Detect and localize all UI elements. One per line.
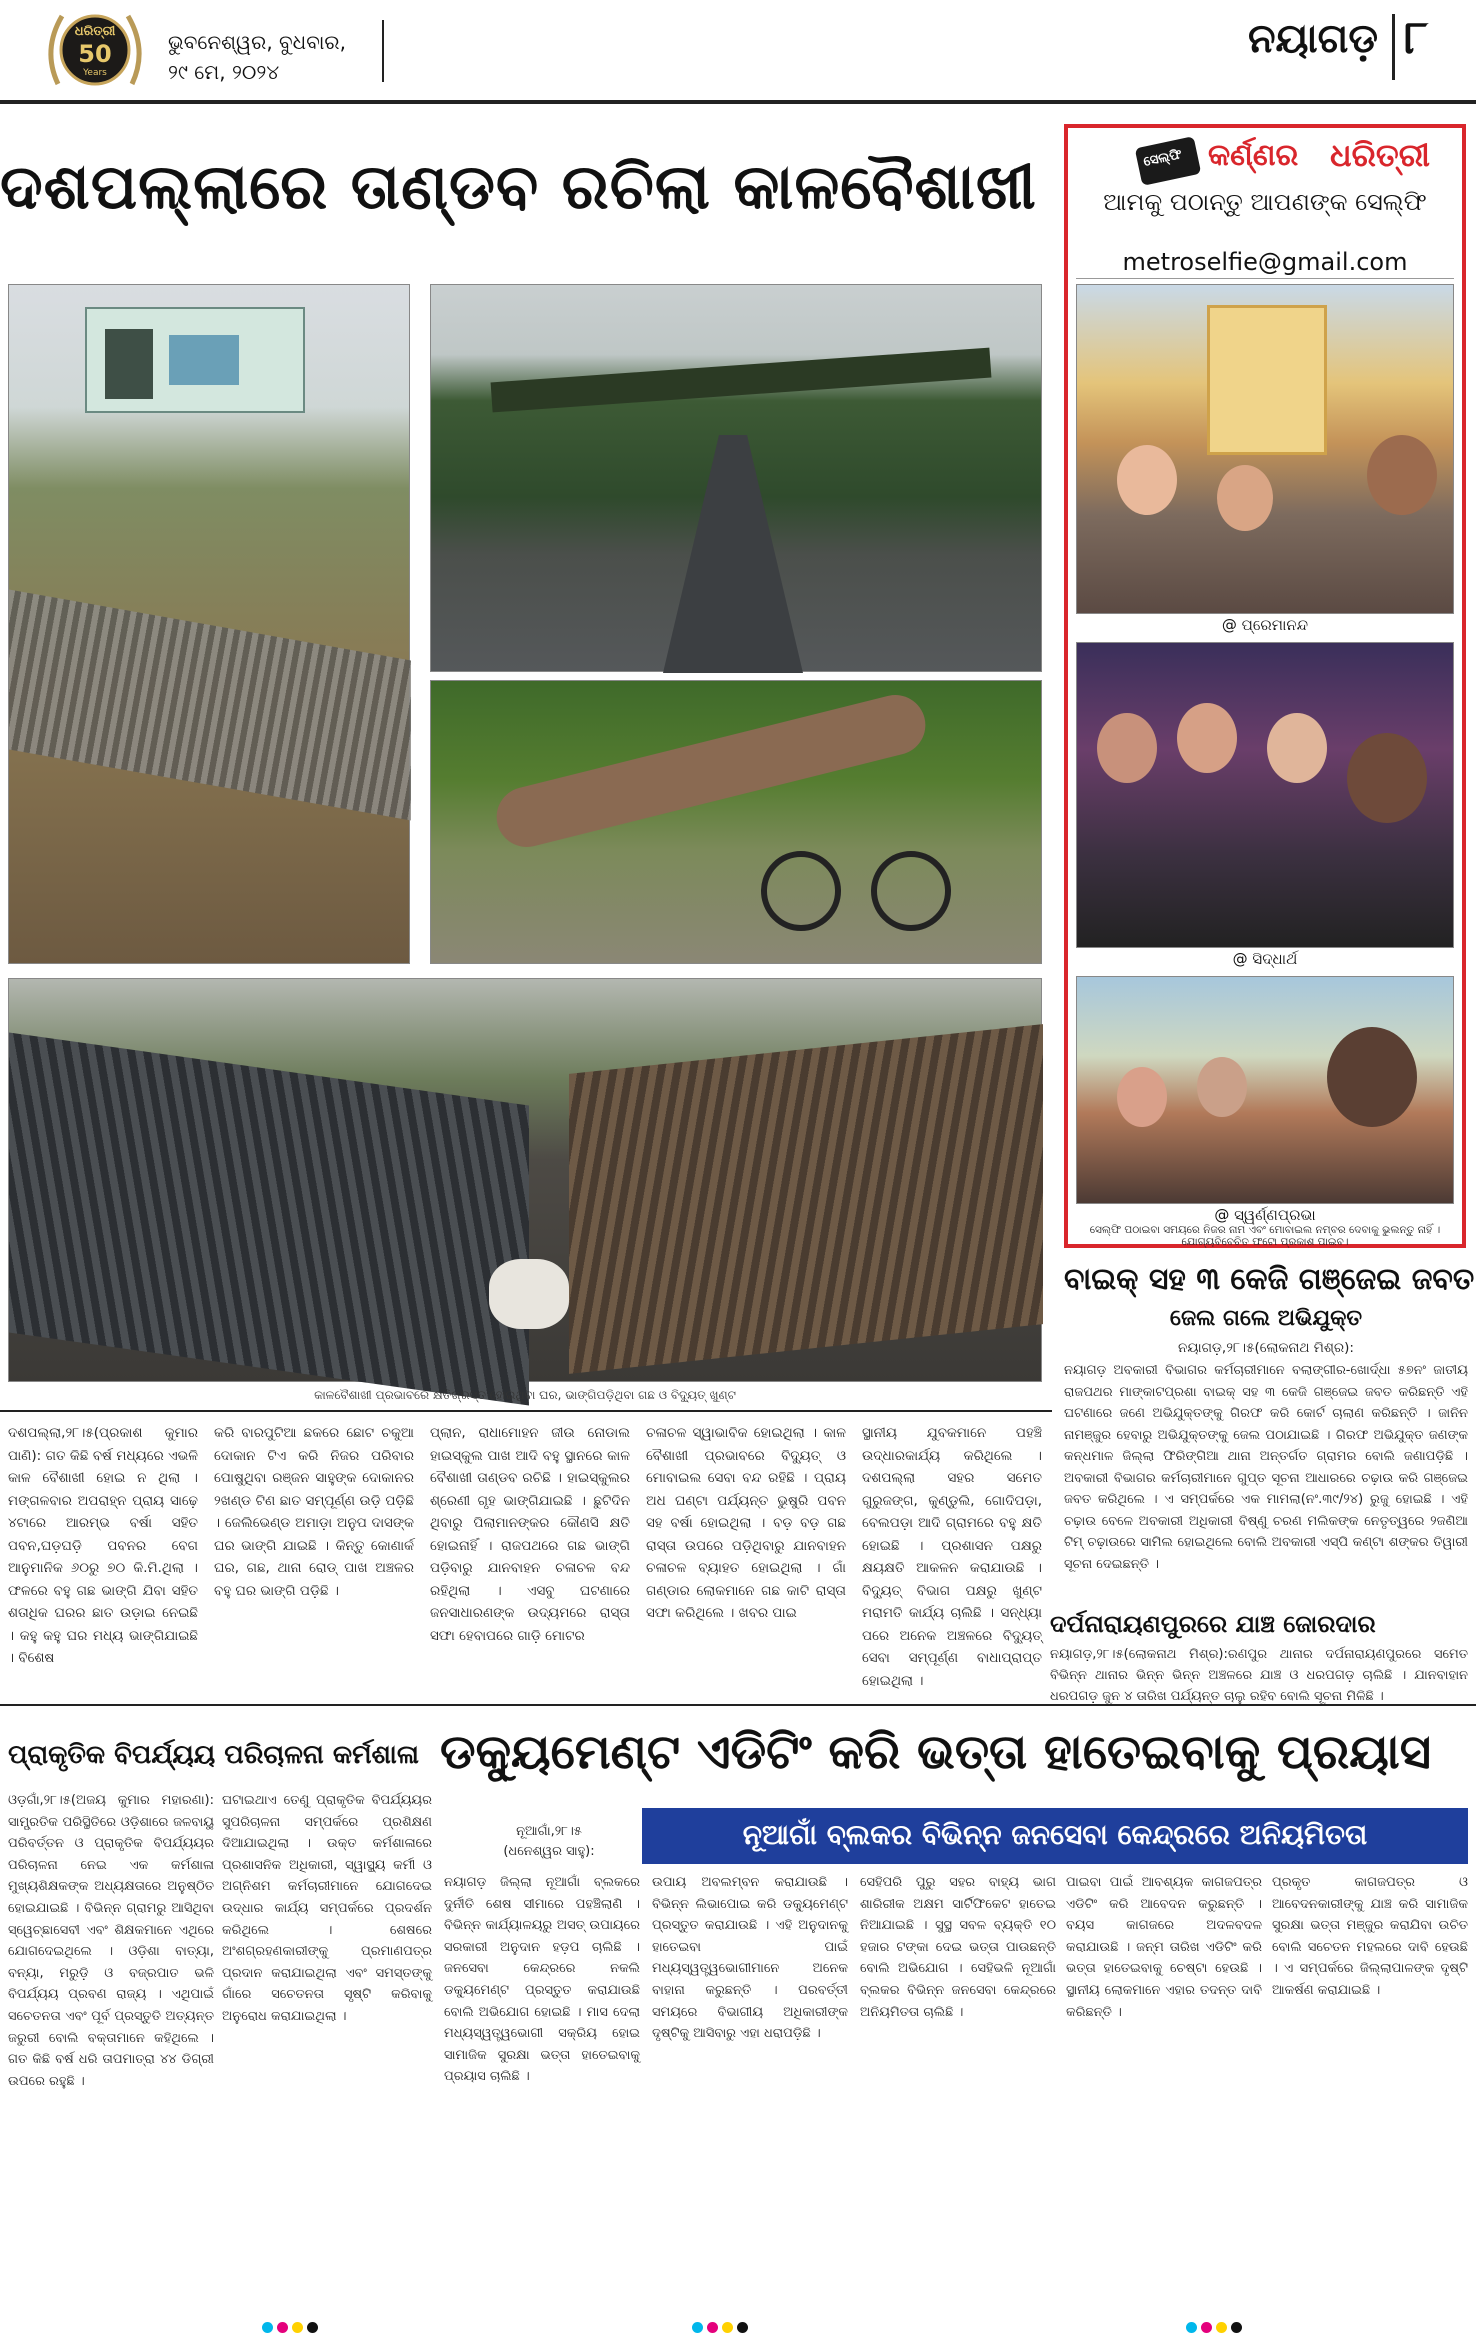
logo bbox=[40, 6, 150, 94]
document-col-4 bbox=[1066, 1872, 1262, 2312]
document-dateline-1: ନୂଆଗାଁ,୨୮।୫ bbox=[516, 1824, 582, 1839]
yajna-body bbox=[1050, 1644, 1468, 1704]
dateline-city-day: ଭୁବନେଶ୍ୱର, ବୁଧବାର, bbox=[168, 30, 346, 54]
main-rule-under-caption bbox=[0, 1410, 1052, 1412]
cmyk-marks-right bbox=[1186, 2322, 1242, 2333]
document-banner-text: ନୂଆଗାଁ ବ୍ଲକର ବିଭିନ୍ନ ଜନସେବା କେନ୍ଦ୍ରରେ ଅନିୟମିତତା bbox=[742, 1818, 1368, 1851]
registration-dot bbox=[307, 2322, 318, 2333]
registration-dot bbox=[1186, 2322, 1197, 2333]
document-col1-text: ନୟାଗଡ଼ ଜିଲ୍ଲା ନୂଆଗାଁ ବ୍ଲକରେ ଦୁର୍ନୀତି ଶେଷ ସୀମାରେ ପହଞ୍ଚିଲାଣି । ବିଭିନ୍ନ କାର୍ଯ୍ୟାଳୟରୁ ଅସତ୍ ଉପାୟରେ ସରକାରୀ ଅନୁଦାନ ହଡ଼ପ ଚାଲିଛି । ଜନସେବା କେନ୍ଦ୍ରରେ ନକଲି ଡକ୍ୟୁମେଣ୍ଟ ପ୍ରସ୍ତୁତ କରାଯାଉଛି ବୋଲି ଅଭିଯୋଗ ହୋଇଛି । ମାସ ଦେଲା ମଧ୍ୟସ୍ୱତ୍ତ୍ୱଭୋଗୀ ସକ୍ରିୟ ହୋଇ ସାମାଜିକ ସୁରକ୍ଷା ଭତ୍ତା ହାତେଇବାକୁ ପ୍ରୟାସ ଚାଲିଛି । bbox=[444, 1875, 640, 2085]
yajna-body-text: ନୟାଗଡ଼,୨୮।୫(ଲୋକନାଥ ମିଶ୍ର):ରଣପୁର ଥାନାର ଦର୍ପନାରାୟଣପୁରରେ ସମେତ ବିଭିନ୍ନ ଥାନାର ଭିନ୍ନ ଭିନ୍ନ ଅଞ୍ଚଳରେ ଯାଞ୍ଚ ଓ ଧରପଗଡ଼ ଚାଲିଛି । ଯାନବାହାନ ଧରପଗଡ଼ ଜୁନ ୪ ତାରିଖ ପର୍ଯ୍ୟନ୍ତ ଚାଲୁ ରହିବ ବୋଲି ସୂଚନା ମିଳିଛି । bbox=[1050, 1647, 1468, 1704]
selfie-footer: ସେଲ୍ଫି ପଠାଇବା ସମୟରେ ନିଜର ନାମ ଏବଂ ମୋବାଇଲ ନମ୍ବର ଦେବାକୁ ଭୁଲନ୍ତୁ ନାହିଁ । ଯୋଗ୍ୟବିବେଚିତ ଫଟୋ ପ୍ରକାଶ ପାଇବ। bbox=[1089, 1224, 1441, 1248]
logo-word: ଧରିତ୍ରୀ bbox=[74, 24, 116, 39]
ganja-body-text: ନୟାଗଡ଼ ଅବକାରୀ ବିଭାଗର କର୍ମଚାରୀମାନେ ବଲାଙ୍ଗୀର-ଖୋର୍ଦ୍ଧା ୫୭ନଂ ଜାତୀୟ ରାଜପଥର ମାଙ୍କାଟପ୍ରଶା ବାଇକ୍ ସହ ୩ କେଜି ଗଞ୍ଜେଇ ଜବତ କରିଛନ୍ତି ଏହି ଘଟଣାରେ ଜଣେ ଅଭିଯୁକ୍ତଙ୍କୁ ଗିରଫ କରି କୋର୍ଟ ଚାଲାଣ କରିଛନ୍ତି । ଜାନିନ ନାମଞ୍ଜୁର ହେବାରୁ ଅଭିଯୁକ୍ତଙ୍କୁ ଜେଲ ପଠାଯାଇଛି । ଗିରଫ ଅଭିଯୁକ୍ତ ଜଣଙ୍କ କନ୍ଧମାଳ ଜିଲ୍ଲା ଫିରିଙ୍ଗିଆ ଥାନା ଅନ୍ତର୍ଗତ ଗ୍ରାମର ବୋଲି ଜଣାପଡ଼ିଛି । ଅବକାରୀ ବିଭାଗର କର୍ମଚାରୀମାନେ ଗୁପ୍ତ ସୂଚନା ଆଧାରରେ ଚଢ଼ାଉ କରି ଗଞ୍ଜେଇ ଜବତ କରିଥିଲେ । ଏ ସମ୍ପର୍କରେ ଏକ ମାମଲା(ନଂ.୩୯/୨୪) ରୁଜୁ ହୋଇଛି । ଏହି ଚଢ଼ାଉ ବେଳେ ଅବକାରୀ ଅଧିକାରୀ ବିଷ୍ଣୁ ଚରଣ ମଲିକଙ୍କ ନେତୃତ୍ୱରେ ୨ଜଣିଆ ଟିମ୍ ଚଢ଼ାଉରେ ସାମିଲ ହୋଇଥିଲେ ବୋଲି ଅବକାରୀ ଏସ୍‌ପି କଣ୍ଟା ଶଙ୍କର ତିୱାରୀ ସୂଚନା ଦେଇଛନ୍ତି । bbox=[1064, 1363, 1468, 1572]
main-photo-caption: କାଳବୈଶାଖୀ ପ୍ରଭାବରେ କ୍ଷତିଗ୍ରସ୍ତ ହୋଇଥିବା ଘର, ଭାଙ୍ଗିପଡ଼ିଥିବା ଗଛ ଓ ବିଦ୍ୟୁତ୍ ଖୁଣ୍ଟ bbox=[314, 1388, 736, 1402]
ganja-headline: ବାଇକ୍ ସହ ୩ କେଜି ଗଞ୍ଜେଇ ଜବତ bbox=[1064, 1262, 1475, 1297]
cmyk-marks-left bbox=[262, 2322, 318, 2333]
document-headline: ଡକ୍ୟୁମେଣ୍ଟ ଏଡିଟିଂ କରି ଭତ୍ତା ହାତେଇବାକୁ ପ୍ରୟାସ bbox=[440, 1724, 1432, 1780]
document-dateline-2: (ଧନେଶ୍ୱର ସାହୁ): bbox=[503, 1844, 595, 1859]
selfie-badge: ସେଲ୍ଫି bbox=[1142, 147, 1184, 170]
registration-dot bbox=[692, 2322, 703, 2333]
workshop-headline: ପ୍ରାକୃତିକ ବିପର୍ଯ୍ୟୟ ପରିଚାଳନା କର୍ମଶାଳା bbox=[8, 1740, 419, 1770]
photo-damaged-building bbox=[8, 284, 410, 964]
main-story-col-2 bbox=[214, 1422, 414, 1662]
ganja-subhead: ଜେଲ ଗଲେ ଅଭିଯୁକ୍ତ bbox=[1169, 1306, 1363, 1331]
main-col2-text: କରି ବାରପୁଟିଆ ଛକରେ ଛୋଟ ଚକୁଆ ଦୋକାନ ଟିଏ କରି ନିଜର ପରିବାର ପୋଷୁଥିବା ରଞ୍ଜନ ସାହୁଙ୍କ ଦୋକାନର ୨ଖଣ୍ଡ ଟିଣ ଛାତ ସମ୍ପୂର୍ଣ୍ଣ ଉଡ଼ି ପଡ଼ିଛି । ଜେଲିଭେଣ୍ଡ ଅମାଡ଼ା ଅନୁପ ଦାସଙ୍କ ଘର ଭାଙ୍ଗି ଯାଇଛି । କିନ୍ତୁ କୋଣାର୍କ ଘର, ଗଛ, ଥାନା ରୋଡ୍ ପାଖ ଅଞ୍ଚଳର ବହୁ ଘର ଭାଙ୍ଗି ପଡ଼ିଛି । bbox=[214, 1425, 414, 1599]
ganja-body bbox=[1064, 1360, 1468, 1612]
document-col4-text: ପାଇବା ପାଇଁ ଆବଶ୍ୟକ କାଗଜପତ୍ର ଏଡିଟିଂ କରି ଆବେଦନ କରୁଛନ୍ତି । ବୟସ କାଗଜରେ ଅଦଳବଦଳ କରାଯାଉଛି । ଜନ୍ମ ତାରିଖ ଏଡିଟିଂ କରି ଭତ୍ତା ହାତେଇବାକୁ ଚେଷ୍ଟା ହେଉଛି । ସ୍ଥାନୀୟ ଲୋକମାନେ ଏହାର ତଦନ୍ତ ଦାବି କରିଛନ୍ତି । bbox=[1066, 1875, 1262, 2020]
masthead-rule bbox=[0, 100, 1476, 104]
logo-years-word: Years bbox=[83, 68, 107, 78]
yajna-headline: ଦର୍ପନାରାୟଣପୁରରେ ଯାଞ୍ଚ ଜୋରଦାର bbox=[1050, 1610, 1376, 1638]
selfie-title-part2: ଧରିତ୍ରୀ bbox=[1330, 136, 1430, 174]
main-col3-text: ପ୍ଲାନ, ରାଧାମୋହନ ଜୀଉ ନୋଡାଲ ହାଇସ୍କୁଲ ପାଖ ଆଦି ବହୁ ସ୍ଥାନରେ କାଳ ବୈଶାଖୀ ତାଣ୍ଡବ ରଚିଛି । ହାଇସ୍କୁଲର ଶ୍ରେଣୀ ଗୃହ ଭାଙ୍ଗିଯାଇଛି । ଛୁଟିଦିନ ଥିବାରୁ ପିଲାମାନଙ୍କର କୌଣସି କ୍ଷତି ହୋଇନାହିଁ । ରାଜପଥରେ ଗଛ ଭାଙ୍ଗି ପଡ଼ିବାରୁ ଯାନବାହନ ଚଳାଚଳ ବନ୍ଦ ରହିଥିଲା । ଏସବୁ ଘଟଣାରେ ଜନସାଧାରଣଙ୍କ ଉଦ୍ୟମରେ ରାସ୍ତା ସଫା ହେବାପରେ ଗାଡ଼ି ମୋଟର bbox=[430, 1425, 630, 1644]
photo-collapsed-sheds bbox=[8, 978, 1042, 1382]
registration-dot bbox=[277, 2322, 288, 2333]
document-col5-text: ପ୍ରକୃତ କାଗଜପତ୍ର ଓ ଆବେଦନକାରୀଙ୍କୁ ଯାଞ୍ଚ କରି ସାମାଜିକ ସୁରକ୍ଷା ଭତ୍ତା ମଞ୍ଜୁର କରାଯିବା ଉଚିତ ବୋଲି ସଚେତନ ମହଲରେ ଦାବି ହେଉଛି । ଏ ସମ୍ପର୍କରେ ଜିଲ୍ଲାପାଳଙ୍କ ଦୃଷ୍ଟି ଆକର୍ଷଣ କରାଯାଇଛି । bbox=[1272, 1875, 1468, 1998]
workshop-col2-text: ଘଟାଇଥାଏ ତେଣୁ ପ୍ରାକୃତିକ ବିପର୍ଯ୍ୟୟର ସୁପରିଚାଳନା ସମ୍ପର୍କରେ ପ୍ରଶିକ୍ଷଣ ଦିଆଯାଇଥିଲା । ଉକ୍ତ କର୍ମଶାଳାରେ ପ୍ରଶାସନିକ ଅଧିକାରୀ, ସ୍ୱାସ୍ଥ୍ୟ କର୍ମୀ ଓ ଅଗ୍ନିଶମ କର୍ମଚାରୀମାନେ ଯୋଗଦେଇ ଉଦ୍ଧାର କାର୍ଯ୍ୟ ସମ୍ପର୍କରେ ପ୍ରଦର୍ଶନ କରିଥିଲେ । ଶେଷରେ ଅଂଶଗ୍ରହଣକାରୀଙ୍କୁ ପ୍ରମାଣପତ୍ର ପ୍ରଦାନ କରାଯାଇଥିଲା ଏବଂ ସମସ୍ତଙ୍କୁ ଗାଁରେ ସଚେତନତା ସୃଷ୍ଟି କରିବାକୁ ଅନୁରୋଧ କରାଯାଇଥିଲା । bbox=[222, 1793, 432, 2024]
masthead bbox=[0, 0, 1476, 100]
main-col5-text: ସ୍ଥାନୀୟ ଯୁବକମାନେ ପହଞ୍ଚି ଉଦ୍ଧାରକାର୍ଯ୍ୟ କରିଥିଲେ । ଦଶପଲ୍ଲା ସହର ସମେତ ଗୁରୁଜଙ୍ଗ, କୁଣ୍ଡୁଲି, ଗୋଦିପଡ଼ା, ବେଲପଡ଼ା ଆଦି ଗ୍ରାମରେ ବହୁ କ୍ଷତି ହୋଇଛି । ପ୍ରଶାସନ ପକ୍ଷରୁ କ୍ଷୟକ୍ଷତି ଆକଳନ କରାଯାଉଛି । ବିଦ୍ୟୁତ୍ ବିଭାଗ ପକ୍ଷରୁ ଖୁଣ୍ଟ ମରାମତି କାର୍ଯ୍ୟ ଚାଲିଛି । ସନ୍ଧ୍ୟା ପରେ ଅନେକ ଅଞ୍ଚଳରେ ବିଦ୍ୟୁତ୍ ସେବା ସମ୍ପୂର୍ଣ୍ଣ ବାଧାପ୍ରାପ୍ତ ହୋଇଥିଲା । bbox=[862, 1425, 1042, 1689]
workshop-col-2 bbox=[222, 1790, 432, 2312]
mid-page-rule bbox=[0, 1704, 1476, 1706]
main-story-col-1 bbox=[8, 1422, 198, 1666]
logo-years: 50 bbox=[78, 40, 112, 68]
document-col-3 bbox=[860, 1872, 1056, 2312]
registration-dot bbox=[262, 2322, 273, 2333]
masthead-divider-right bbox=[1392, 14, 1395, 80]
selfie-photo-2 bbox=[1076, 642, 1454, 948]
photo-tree-on-motorbike bbox=[430, 680, 1042, 964]
ganja-dateline: ନୟାଗଡ଼,୨୮।୫(ଲୋକନାଥ ମିଶ୍ର): bbox=[1178, 1340, 1354, 1356]
document-col2-text: ଉପାୟ ଅବଲମ୍ବନ କରାଯାଉଛି । ବିଭିନ୍ନ ଲିଭାପୋଇ କରି ଡକ୍ୟୁମେଣ୍ଟ ପ୍ରସ୍ତୁତ କରାଯାଉଛି । ଏହି ଅନୁଦାନକୁ ହାତେଇବା ପାଇଁ ମଧ୍ୟସ୍ୱତ୍ତ୍ୱଭୋଗୀମାନେ ଅନେକ ବାହାନା କରୁଛନ୍ତି । ପରବର୍ତ୍ତୀ ସମୟରେ ବିଭାଗୀୟ ଅଧିକାରୀଙ୍କ ଦୃଷ୍ଟିକୁ ଆସିବାରୁ ଏହା ଧରାପଡ଼ିଛି । bbox=[652, 1875, 848, 2042]
selfie-credit-3: @ ସ୍ୱର୍ଣ୍ଣପ୍ରଭା bbox=[1214, 1206, 1316, 1224]
selfie-email: metroselfie@gmail.com bbox=[1122, 248, 1408, 276]
document-col-1 bbox=[444, 1872, 640, 2312]
registration-dot bbox=[1216, 2322, 1227, 2333]
dateline-date: ୨୯ ମେ, ୨୦୨୪ bbox=[168, 60, 280, 84]
document-col-5 bbox=[1272, 1872, 1468, 2312]
document-col3-text: ସେହିପରି ପୁରୁ ସହର ବାହ୍ୟ ଭାଗ ଶାରିରୀକ ଅକ୍ଷମ ସାର୍ଟିଫିକେଟ ହାତେଇ ନିଆଯାଇଛି । ସୁସ୍ଥ ସବଳ ବ୍ୟକ୍ତି ୧୦ ହଜାର ଟଙ୍କା ଦେଇ ଭତ୍ତା ପାଉଛନ୍ତି ବୋଲି ଅଭିଯୋଗ । ସେହିଭଳି ନୂଆଗାଁ ବ୍ଲକର ବିଭିନ୍ନ ଜନସେବା କେନ୍ଦ୍ରରେ ଅନିୟମିତତା ଚାଲିଛି । bbox=[860, 1875, 1056, 2020]
registration-dot bbox=[1231, 2322, 1242, 2333]
section-name: ନୟାଗଡ଼ bbox=[1247, 16, 1378, 62]
main-story-col-5 bbox=[862, 1422, 1042, 1689]
registration-dot bbox=[737, 2322, 748, 2333]
main-headline: ଦଶପଲ୍ଲାରେ ତାଣ୍ଡବ ରଚିଲା କାଳବୈଶାଖୀ bbox=[0, 150, 1037, 223]
workshop-col-1 bbox=[8, 1790, 214, 2312]
registration-dot bbox=[1201, 2322, 1212, 2333]
selfie-photo-3 bbox=[1076, 976, 1454, 1204]
page-number: ୮ bbox=[1404, 10, 1429, 64]
workshop-col1-text: ଓଡ଼ଗାଁ,୨୮।୫(ଅଜୟ କୁମାର ମହାରଣା): ସାମ୍ପ୍ରତିକ ପରିସ୍ଥିତିରେ ଓଡ଼ିଶାରେ ଜଳବାୟୁ ପରିବର୍ତ୍ତନ ଓ ପ୍ରାକୃତିକ ବିପର୍ଯ୍ୟୟର ପରିଚାଳନା ନେଇ ଏକ କର୍ମଶାଳା ମୁଖ୍ୟଶିକ୍ଷକଙ୍କ ଅଧ୍ୟକ୍ଷତାରେ ଅନୁଷ୍ଠିତ ହୋଇଯାଇଛି । ବିଭିନ୍ନ ଗ୍ରାମରୁ ଆସିଥିବା ସ୍ୱେଚ୍ଛାସେବୀ ଏବଂ ଶିକ୍ଷକମାନେ ଏଥିରେ ଯୋଗଦେଇଥିଲେ । ଓଡ଼ିଶା ବାତ୍ୟା, ବନ୍ୟା, ମରୁଡ଼ି ଓ ବଜ୍ରପାତ ଭଳି ବିପର୍ଯ୍ୟୟ ପ୍ରବଣ ରାଜ୍ୟ । ଏଥିପାଇଁ ସଚେତନତା ଏବଂ ପୂର୍ବ ପ୍ରସ୍ତୁତି ଅତ୍ୟନ୍ତ ଜରୁରୀ ବୋଲି ବକ୍ତାମାନେ କହିଥିଲେ । ଗତ କିଛି ବର୍ଷ ଧରି ତାପମାତ୍ରା ୪୪ ଡିଗ୍ରୀ ଉପରେ ରହୁଛି । bbox=[8, 1793, 214, 2089]
selfie-photo-1 bbox=[1076, 284, 1454, 614]
main-story-col-4 bbox=[646, 1422, 846, 1662]
main-col4-text: ଚଳାଚଳ ସ୍ୱାଭାବିକ ହୋଇଥିଲା । କାଳ ବୈଶାଖୀ ପ୍ରଭାବରେ ବିଦ୍ୟୁତ୍ ଓ ମୋବାଇଲ ସେବା ବନ୍ଦ ରହିଛି । ପ୍ରାୟ ଅଧ ଘଣ୍ଟା ପର୍ଯ୍ୟନ୍ତ ଭୁଷୁରି ପବନ ସହ ବର୍ଷା ହୋଇଥିଲା । ବଡ଼ ବଡ଼ ଗଛ ରାସ୍ତା ଉପରେ ପଡ଼ିଥିବାରୁ ଯାନବାହନ ଚଳାଚଳ ବ୍ୟାହତ ହୋଇଥିଲା । ଗାଁ ଗଣ୍ଡାର ଲୋକମାନେ ଗଛ କାଟି ରାସ୍ତା ସଫା କରିଥିଲେ । ଖବର ପାଇ bbox=[646, 1425, 846, 1621]
masthead-divider-left bbox=[382, 20, 384, 82]
selfie-title-part1: କର୍ଣ୍ଣର bbox=[1208, 138, 1299, 173]
photo-fallen-tree-road bbox=[430, 284, 1042, 672]
selfie-corner bbox=[1064, 124, 1466, 1248]
selfie-phone-icon bbox=[1135, 136, 1202, 186]
document-col-2 bbox=[652, 1872, 848, 2312]
cmyk-marks-center bbox=[692, 2322, 748, 2333]
registration-dot bbox=[292, 2322, 303, 2333]
registration-dot bbox=[707, 2322, 718, 2333]
selfie-credit-1: @ ପ୍ରେମାନନ୍ଦ bbox=[1221, 616, 1309, 634]
selfie-tagline: ଆମକୁ ପଠାନ୍ତୁ ଆପଣଙ୍କ ସେଲ୍ଫି bbox=[1103, 188, 1427, 216]
selfie-rule bbox=[1076, 278, 1454, 279]
main-story-col-3 bbox=[430, 1422, 630, 1662]
main-col1-text: ଦଶପଲ୍ଲା,୨୮।୫(ପ୍ରକାଶ କୁମାର ପାଣି): ଗତ କିଛି ବର୍ଷ ମଧ୍ୟରେ ଏଭଳି କାଳ ବୈଶାଖୀ ହୋଇ ନ ଥିଲା । ମଙ୍ଗଳବାର ଅପରାହ୍ନ ପ୍ରାୟ ସାଢ଼େ ୪ଟାରେ ଆରମ୍ଭ ବର୍ଷା ସହିତ ପବନ,ଘଡ଼ଘଡ଼ି ପବନର ବେଗ ଆନୁମାନିକ ୬୦ରୁ ୭୦ କି.ମି.ଥିଲା । ଫଳରେ ବହୁ ଗଛ ଭାଙ୍ଗି ଯିବା ସହିତ ଶତାଧିକ ଘରର ଛାତ ଉଡ଼ାଇ ନେଇଛି । କହୁ କହୁ ଘର ମଧ୍ୟ ଭାଙ୍ଗିଯାଇଛି । ବିଶେଷ bbox=[8, 1425, 198, 1666]
registration-dot bbox=[722, 2322, 733, 2333]
selfie-credit-2: @ ସିଦ୍ଧାର୍ଥ bbox=[1232, 950, 1298, 968]
document-banner bbox=[642, 1808, 1468, 1864]
